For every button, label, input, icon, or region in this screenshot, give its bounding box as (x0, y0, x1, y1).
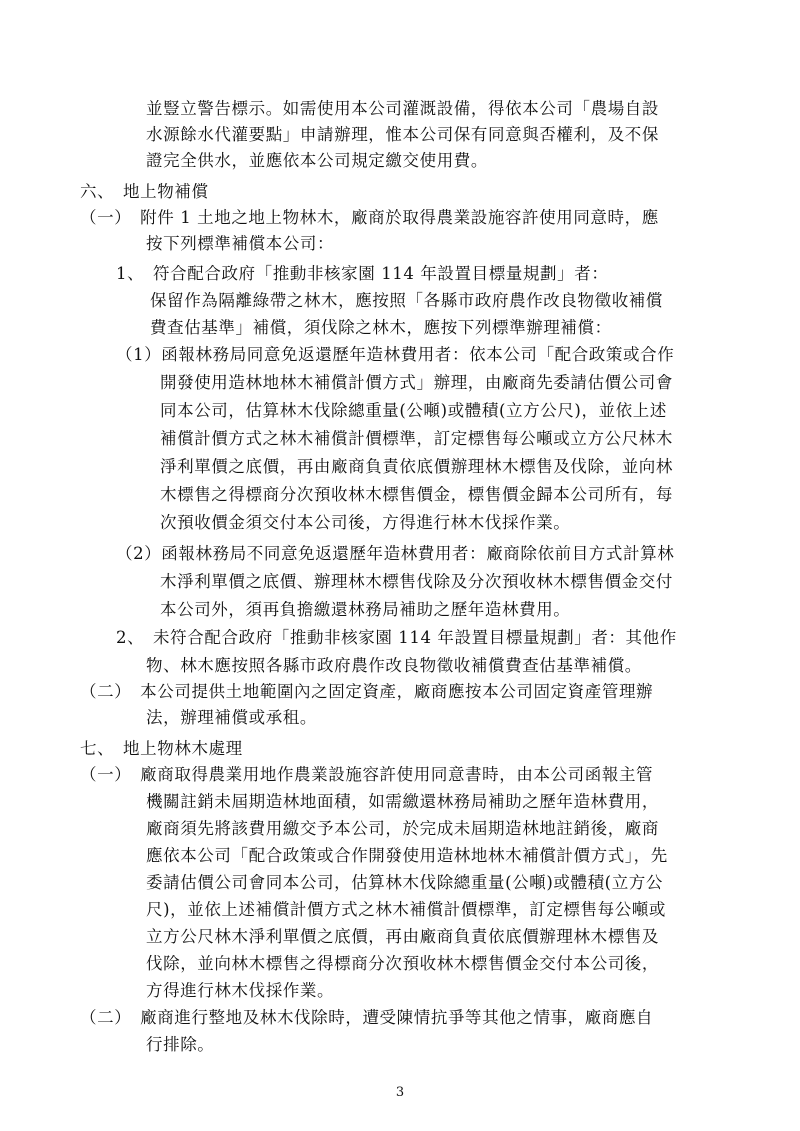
text-line: 應依本公司「配合政策或合作開發使用造林地林木補償計價方式」，先 (146, 846, 668, 865)
text-line: 費查估基準」補償，須伐除之林木，應按下列標準辦理補償： (150, 318, 612, 337)
text-line: 2、 未符合配合政府「推動非核家園 114 年設置目標量規劃」者：其他作 (116, 628, 677, 647)
text-line: （2）函報林務局不同意免返還歷年造林費用者：廠商除依前目方式計算林 (116, 544, 675, 563)
text-line: 機關註銷未屆期造林地面積，如需繳還林務局補助之歷年造林費用， (146, 792, 659, 811)
text-line: （二） 本公司提供土地範圍內之固定資產，廠商應按本公司固定資產管理辦 (80, 682, 654, 701)
text-line: 補償計價方式之林木補償計價標準，訂定標售每公噸或立方公尺林木 (160, 429, 673, 448)
text-line: 按下列標準補償本公司： (146, 234, 335, 253)
text-line: 1、 符合配合政府「推動非核家園 114 年設置目標量規劃」者： (116, 264, 609, 283)
text-line: （一） 廠商取得農業用地作農業設施容許使用同意書時，由本公司函報主管 (80, 765, 654, 784)
text-line: 木淨利單價之底價、辦理林木標售伐除及分次預收林木標售價金交付 (160, 572, 673, 591)
text-line: 並豎立警告標示。如需使用本公司灌溉設備，得依本公司「農場自設 (146, 99, 659, 118)
text-line: 木標售之得標商分次預收林木標售價金，標售價金歸本公司所有，每 (160, 485, 673, 504)
text-line: （1）函報林務局同意免返還歷年造林費用者：依本公司「配合政策或合作 (116, 345, 675, 364)
text-line: （一） 附件 1 土地之地上物林木，廠商於取得農業設施容許使用同意時，應 (80, 208, 659, 227)
text-line: 同本公司，估算林木伐除總重量(公噸)或體積(立方公尺)，並依上述 (160, 401, 667, 420)
text-line: 法，辦理補償或承租。 (146, 708, 317, 727)
text-line: 行排除。 (146, 1035, 215, 1054)
text-line: 本公司外，須再負擔繳還林務局補助之歷年造林費用。 (160, 600, 571, 619)
text-line: 委請估價公司會同本公司，估算林木伐除總重量(公噸)或體積(立方公 (146, 873, 664, 892)
section-heading: 七、 地上物林木處理 (80, 739, 243, 758)
text-line: 淨利單價之底價，再由廠商負責依底價辦理林木標售及伐除，並向林 (160, 457, 673, 476)
section-heading: 六、 地上物補償 (80, 182, 209, 201)
text-line: 證完全供水，並應依本公司規定繳交使用費。 (146, 151, 488, 170)
text-line: 立方公尺林木淨利單價之底價，再由廠商負責依底價辦理林木標售及 (146, 927, 659, 946)
text-line: 保留作為隔離綠帶之林木，應按照「各縣市政府農作改良物徵收補償 (150, 291, 663, 310)
text-line: 尺)，並依上述補償計價方式之林木補償計價標準，訂定標售每公噸或 (146, 900, 667, 919)
text-line: 物、林木應按照各縣市政府農作改良物徵收補償費查估基準補償。 (146, 656, 642, 675)
text-line: 水源餘水代灌要點」申請辦理，惟本公司保有同意與否權利，及不保 (146, 125, 659, 144)
text-line: 次預收價金須交付本公司後，方得進行林木伐採作業。 (160, 513, 571, 532)
page-number: 3 (395, 1085, 405, 1100)
text-line: （二） 廠商進行整地及林木伐除時，遭受陳情抗爭等其他之情事，廠商應自 (80, 1008, 654, 1027)
text-line: 方得進行林木伐採作業。 (146, 981, 335, 1000)
text-line: 廠商須先將該費用繳交予本公司，於完成未屆期造林地註銷後，廠商 (146, 819, 659, 838)
text-line: 伐除，並向林木標售之得標商分次預收林木標售價金交付本公司後， (146, 954, 659, 973)
text-line: 開發使用造林地林木補償計價方式」辦理，由廠商先委請估價公司會 (160, 373, 673, 392)
